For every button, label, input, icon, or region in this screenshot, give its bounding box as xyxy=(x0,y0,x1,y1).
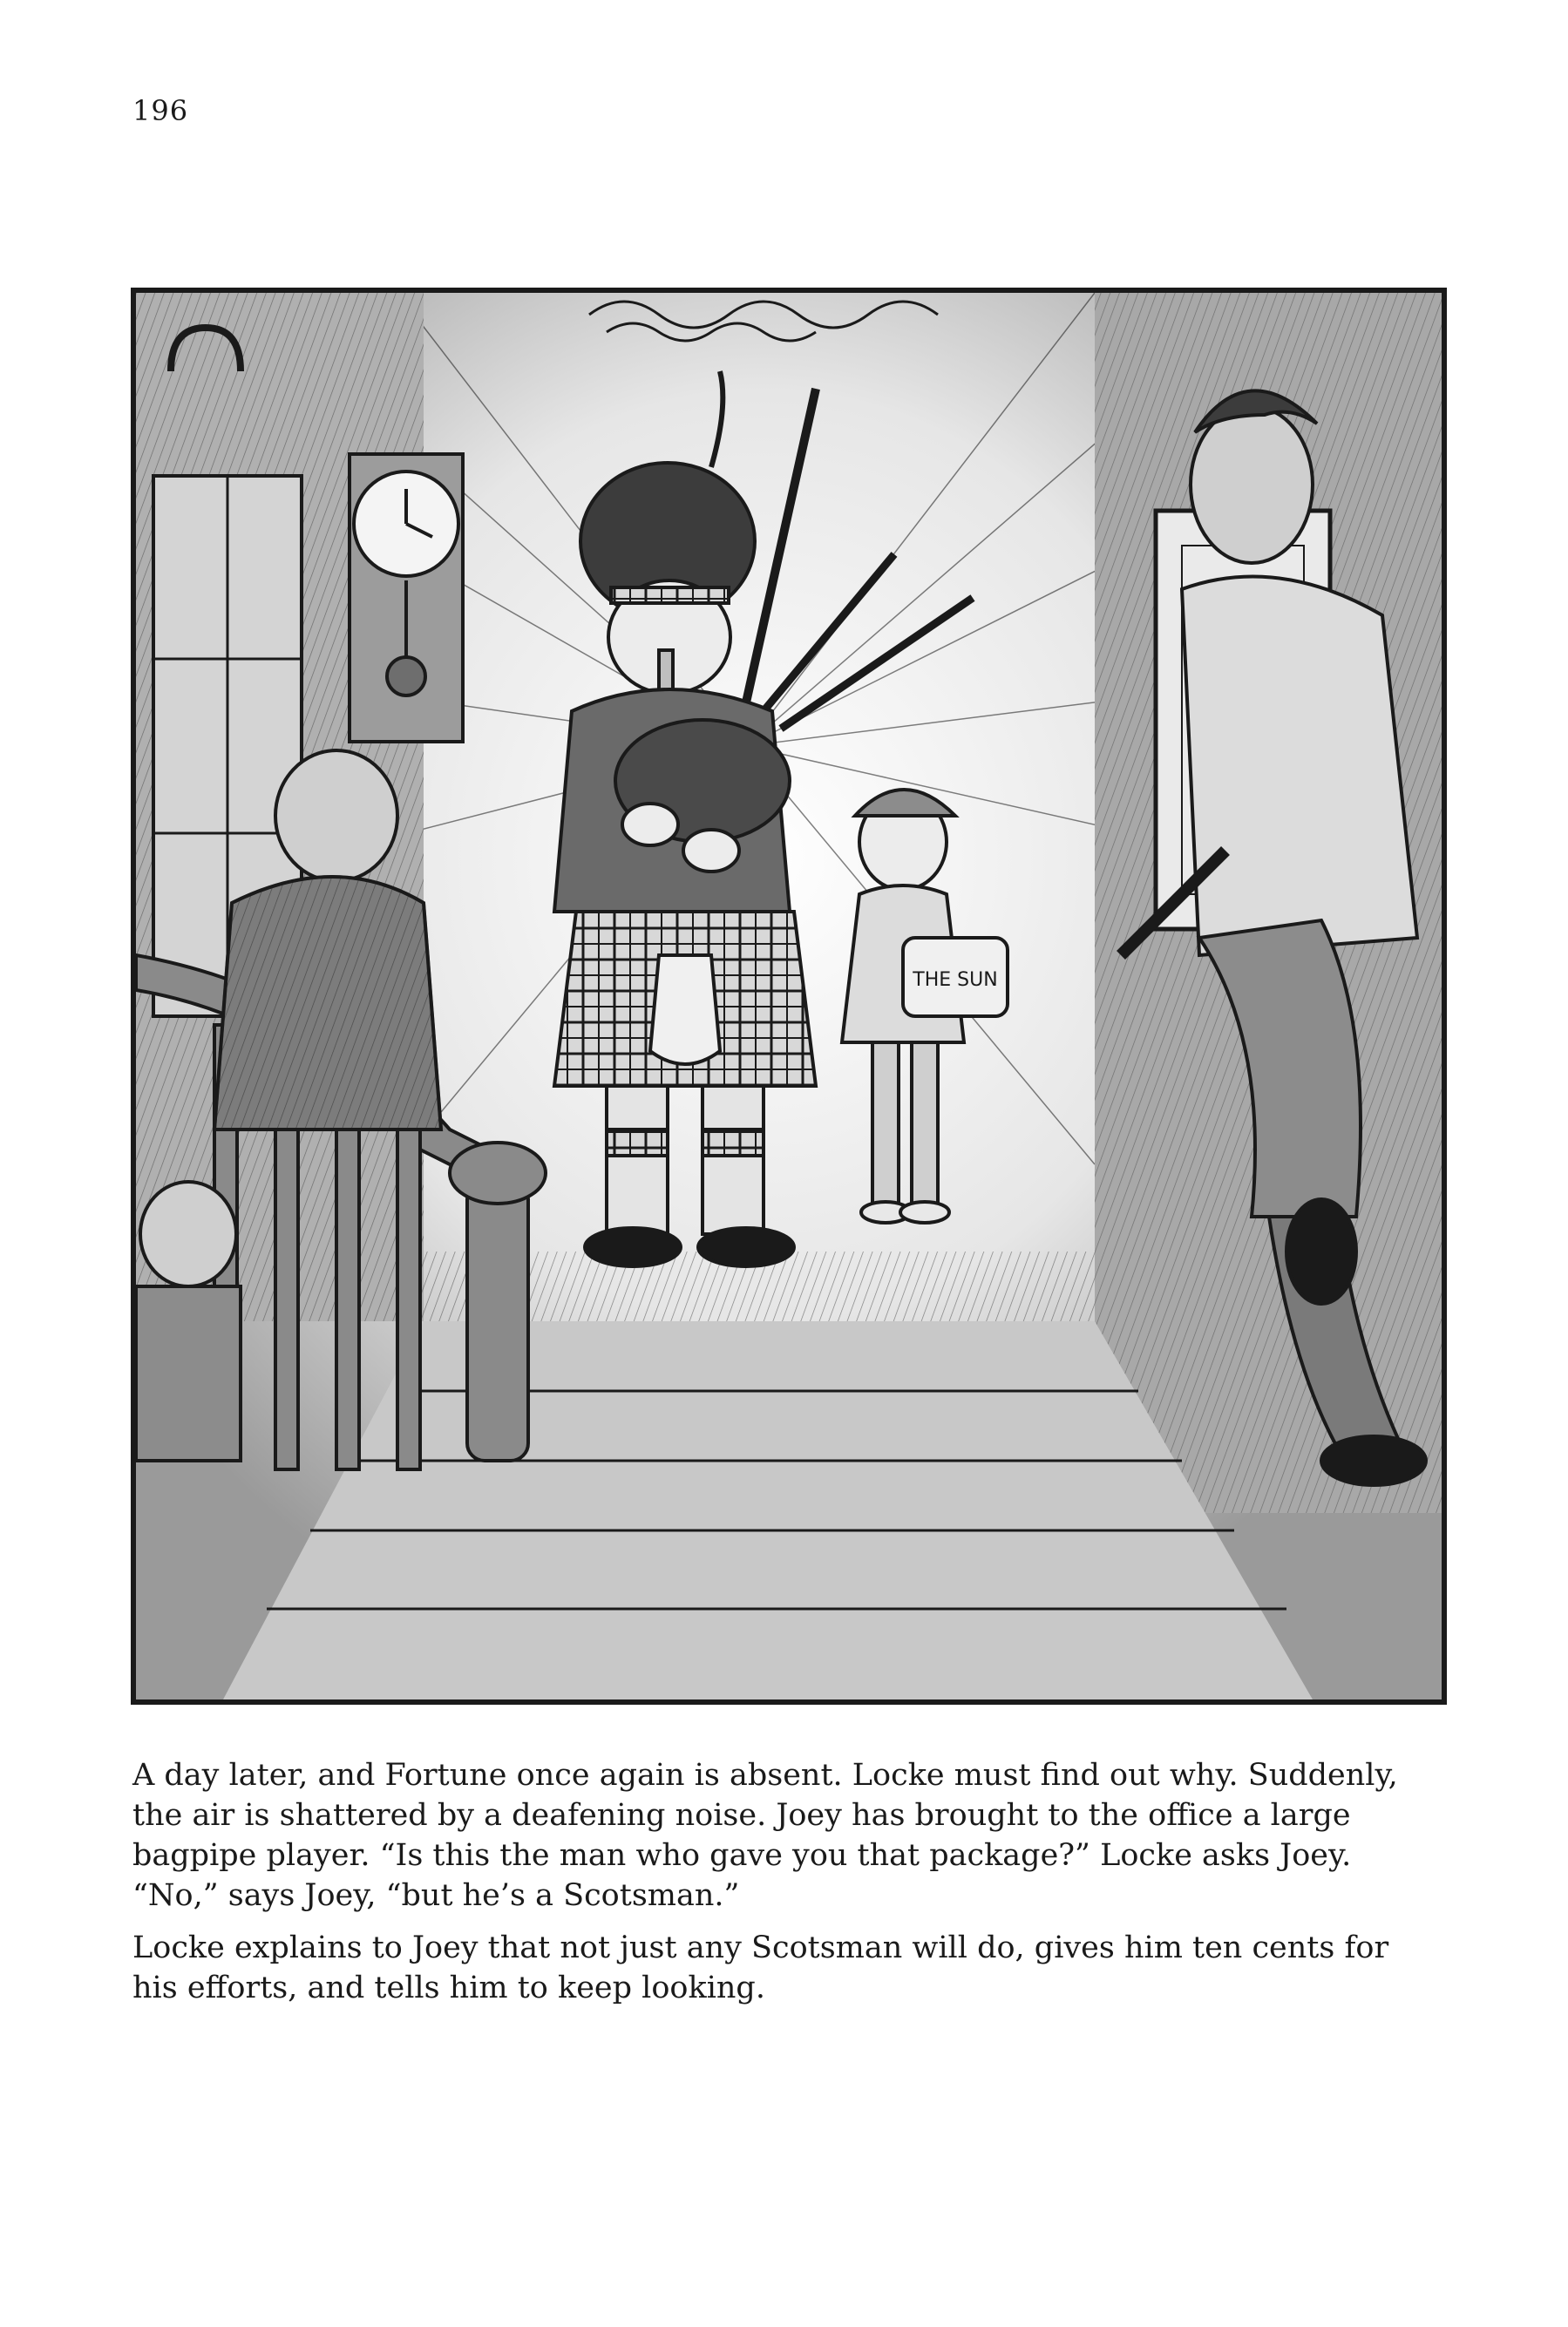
wall-clock xyxy=(350,454,463,742)
newspaper-bag-text: THE SUN xyxy=(913,969,998,991)
caption-paragraph-2: Locke explains to Joey that not just any Scotsman will do, gives him ten cents for his efforts, and tells him to keep looking. xyxy=(132,1930,1389,2005)
illustration-drawing xyxy=(136,293,1442,1699)
illustration-bagpiper-scene xyxy=(131,288,1447,1705)
peeking-figure xyxy=(136,1182,241,1461)
caption-paragraph-1: A day later, and Fortune once again is absent. Locke must find out why. Suddenly, the air is shattered by a deafening noise. Joey has brought to the office a large bagpipe player. “Is this the man who gave you that package?” Locke asks Joey. “No,” says Joey, “but he’s a Scotsman.” xyxy=(132,1758,1398,1913)
caption-text xyxy=(132,1755,1440,2020)
page-number: 196 xyxy=(132,94,189,127)
